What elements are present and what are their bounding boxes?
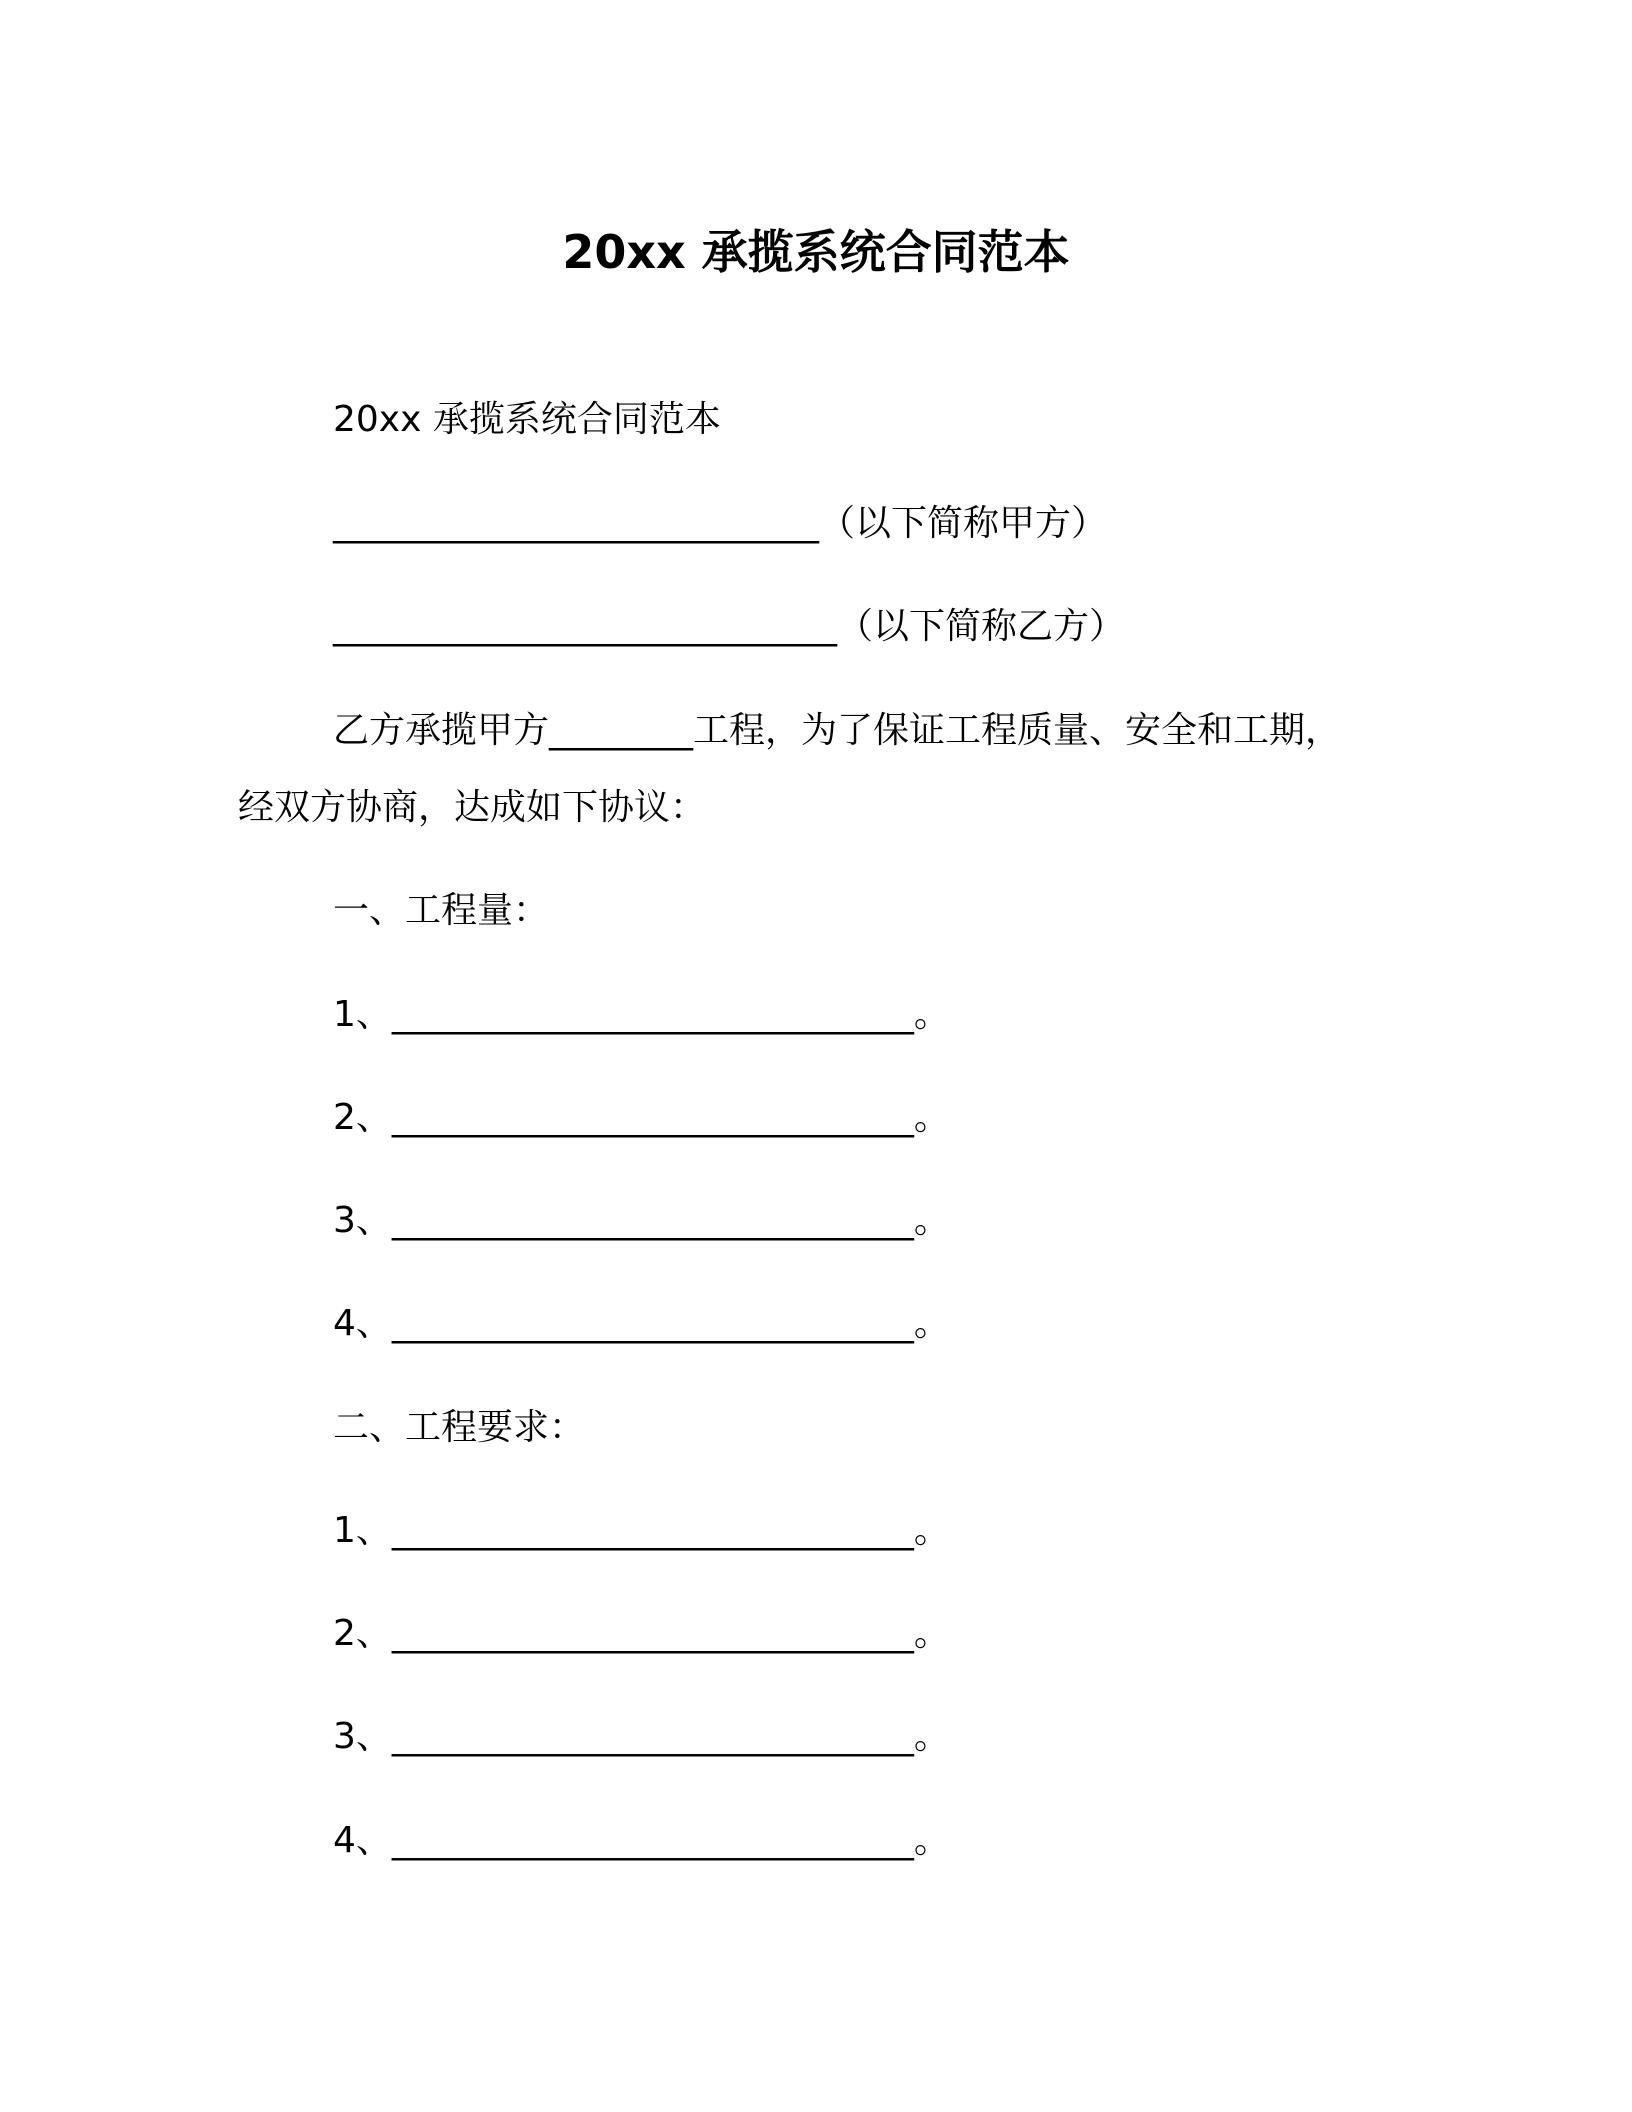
section-heading-quantity: 一、工程量：	[333, 890, 550, 931]
requirement-item-3: 3、_____________________________。	[333, 1716, 950, 1757]
intro-paragraph-line-1: 乙方承揽甲方________工程，为了保证工程质量、安全和工期，	[333, 710, 1342, 751]
party-a-line: ___________________________（以下简称甲方）	[333, 503, 1108, 544]
quantity-item-1: 1、_____________________________。	[333, 994, 950, 1035]
requirement-item-1: 1、_____________________________。	[333, 1510, 950, 1551]
quantity-item-4: 4、_____________________________。	[333, 1303, 950, 1344]
requirement-item-2: 2、_____________________________。	[333, 1613, 950, 1654]
quantity-item-2: 2、_____________________________。	[333, 1097, 950, 1138]
requirement-item-4: 4、_____________________________。	[333, 1820, 950, 1861]
party-b-line: ____________________________（以下简称乙方）	[333, 606, 1126, 647]
document-subtitle: 20xx 承揽系统合同范本	[333, 399, 721, 440]
document-title: 20xx 承揽系统合同范本	[562, 225, 1070, 279]
section-heading-requirements: 二、工程要求：	[333, 1407, 586, 1448]
quantity-item-3: 3、_____________________________。	[333, 1200, 950, 1241]
intro-paragraph-line-2: 经双方协商，达成如下协议：	[238, 787, 707, 828]
